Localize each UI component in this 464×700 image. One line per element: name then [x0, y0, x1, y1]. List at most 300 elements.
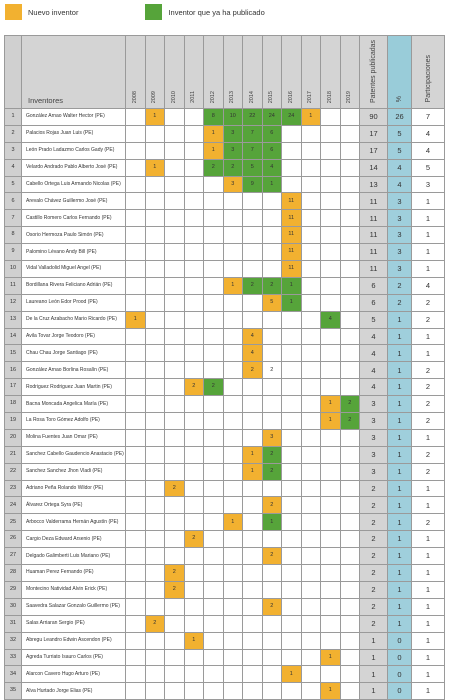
table-row [5, 632, 445, 649]
year-cell [282, 632, 302, 649]
row-number: 27 [5, 548, 22, 565]
row-number: 24 [5, 497, 22, 514]
year-cell [126, 649, 146, 666]
patents-count: 3 [360, 429, 388, 446]
table-row [5, 446, 445, 463]
year-cell [301, 261, 321, 278]
year-cell [204, 294, 224, 311]
year-cell [223, 379, 243, 396]
patents-count: 3 [360, 463, 388, 480]
year-cell: 2 [145, 615, 165, 632]
year-cell [321, 345, 341, 362]
percent-value: 1 [388, 328, 412, 345]
year-cell [243, 598, 263, 615]
year-cell [262, 210, 282, 227]
year-cell [165, 514, 185, 531]
participations-count: 1 [412, 244, 445, 261]
patents-count: 2 [360, 548, 388, 565]
year-cell [301, 497, 321, 514]
year-cell [145, 413, 165, 430]
year-cell [204, 362, 224, 379]
year-cell [340, 446, 360, 463]
year-cell [223, 429, 243, 446]
year-cell: 2 [262, 446, 282, 463]
participations-count: 2 [412, 396, 445, 413]
year-cell [340, 125, 360, 142]
year-cell [340, 565, 360, 582]
year-cell [145, 176, 165, 193]
participations-count: 1 [412, 531, 445, 548]
year-cell: 1 [321, 683, 341, 700]
percent-value: 1 [388, 514, 412, 531]
year-cell: 1 [223, 514, 243, 531]
year-cell [165, 261, 185, 278]
year-cell [301, 176, 321, 193]
inventor-name: Castillo Romero Carlos Fernando (PE) [22, 210, 126, 227]
participations-count: 2 [412, 362, 445, 379]
year-cell [340, 311, 360, 328]
table-row [5, 210, 445, 227]
year-cell [301, 666, 321, 683]
year-cell [223, 210, 243, 227]
percent-value: 3 [388, 193, 412, 210]
year-cell [301, 548, 321, 565]
year-cell: 2 [262, 362, 282, 379]
year-cell [243, 261, 263, 278]
year-cell [204, 480, 224, 497]
year-header [145, 36, 165, 109]
year-cell [321, 497, 341, 514]
year-cell [145, 497, 165, 514]
year-cell [165, 649, 185, 666]
legend-yellow-label: Nuevo inventor [28, 7, 79, 17]
year-cell [165, 125, 185, 142]
year-label: 2012 [209, 90, 216, 103]
year-cell [126, 480, 146, 497]
participations-count: 1 [412, 683, 445, 700]
year-cell [282, 463, 302, 480]
row-number: 17 [5, 379, 22, 396]
year-cell [243, 244, 263, 261]
inventor-name: Alarcon Cavero Hugo Arturo (PE) [22, 666, 126, 683]
percent-value: 1 [388, 396, 412, 413]
year-cell [340, 514, 360, 531]
year-cell [184, 615, 204, 632]
participations-count: 5 [412, 159, 445, 176]
year-cell [184, 193, 204, 210]
year-cell [184, 244, 204, 261]
year-label: 2017 [307, 90, 313, 103]
year-cell [243, 565, 263, 582]
year-cell [301, 514, 321, 531]
year-cell [243, 193, 263, 210]
table-row [5, 497, 445, 514]
year-cell [165, 429, 185, 446]
year-cell [282, 497, 302, 514]
year-header [184, 36, 204, 109]
year-cell [282, 362, 302, 379]
year-cell [321, 294, 341, 311]
row-number: 14 [5, 328, 22, 345]
year-cell [262, 193, 282, 210]
year-cell [340, 666, 360, 683]
year-cell [340, 176, 360, 193]
table-row [5, 548, 445, 565]
year-cell: 1 [321, 649, 341, 666]
row-number: 25 [5, 514, 22, 531]
year-cell [165, 497, 185, 514]
year-cell [301, 429, 321, 446]
year-cell [145, 581, 165, 598]
year-cell [301, 294, 321, 311]
inventor-name: Chau Chau Jorge Santiago (PE) [22, 345, 126, 362]
year-cell [321, 109, 341, 126]
year-cell [184, 497, 204, 514]
table-row [5, 666, 445, 683]
year-cell: 2 [262, 548, 282, 565]
year-cell: 3 [223, 142, 243, 159]
table-row [5, 565, 445, 582]
year-cell [223, 497, 243, 514]
year-cell [262, 683, 282, 700]
inventors-header: Inventores [22, 36, 126, 109]
year-cell [165, 531, 185, 548]
year-cell [204, 683, 224, 700]
year-label: 2018 [326, 90, 333, 103]
year-cell [301, 632, 321, 649]
year-cell [262, 413, 282, 430]
year-cell [282, 615, 302, 632]
year-cell: 2 [165, 480, 185, 497]
index-header [5, 36, 22, 109]
year-cell [223, 345, 243, 362]
participations-count: 1 [412, 210, 445, 227]
year-cell [204, 311, 224, 328]
year-cell [184, 345, 204, 362]
year-cell [165, 142, 185, 159]
table-row [5, 396, 445, 413]
year-cell [282, 598, 302, 615]
year-cell [262, 666, 282, 683]
year-cell [262, 531, 282, 548]
year-cell [282, 142, 302, 159]
year-cell: 2 [204, 159, 224, 176]
year-cell [243, 210, 263, 227]
inventor-name: Bordillana Rivera Feliciano Adrián (PE) [22, 277, 126, 294]
table-row [5, 429, 445, 446]
row-number: 3 [5, 142, 22, 159]
table-row [5, 244, 445, 261]
year-cell [145, 193, 165, 210]
year-cell [262, 345, 282, 362]
year-cell [165, 396, 185, 413]
participations-header-label: Participaciones [424, 55, 432, 103]
year-cell [301, 244, 321, 261]
year-cell [126, 497, 146, 514]
year-cell [165, 294, 185, 311]
year-cell [165, 446, 185, 463]
participations-count: 1 [412, 345, 445, 362]
year-cell [184, 277, 204, 294]
participations-count: 1 [412, 480, 445, 497]
participations-count: 2 [412, 311, 445, 328]
year-cell [243, 396, 263, 413]
year-cell [126, 413, 146, 430]
patents-count: 6 [360, 277, 388, 294]
participations-count: 7 [412, 109, 445, 126]
table-row [5, 514, 445, 531]
percent-value: 1 [388, 379, 412, 396]
year-header [340, 36, 360, 109]
year-cell [184, 480, 204, 497]
year-cell [223, 480, 243, 497]
inventor-name: Vidal Valladolid Miguel Angel (PE) [22, 261, 126, 278]
year-cell [262, 244, 282, 261]
year-cell [126, 379, 146, 396]
patents-count: 2 [360, 565, 388, 582]
year-cell [165, 379, 185, 396]
patents-count: 3 [360, 413, 388, 430]
year-cell [145, 142, 165, 159]
table-row [5, 345, 445, 362]
row-number: 20 [5, 429, 22, 446]
year-cell: 4 [321, 311, 341, 328]
year-cell [340, 294, 360, 311]
year-cell [184, 413, 204, 430]
year-cell [223, 261, 243, 278]
year-cell [204, 598, 224, 615]
year-cell [126, 463, 146, 480]
table-row [5, 531, 445, 548]
year-cell [282, 379, 302, 396]
row-number: 32 [5, 632, 22, 649]
inventor-name: Alva Hurtado Jorge Elias (PE) [22, 683, 126, 700]
year-cell: 1 [321, 396, 341, 413]
year-cell: 2 [262, 598, 282, 615]
patents-count: 11 [360, 227, 388, 244]
year-cell [262, 227, 282, 244]
year-cell [282, 328, 302, 345]
year-cell [184, 294, 204, 311]
year-cell [223, 328, 243, 345]
patents-count: 11 [360, 261, 388, 278]
year-cell [165, 328, 185, 345]
year-cell [204, 413, 224, 430]
row-number: 18 [5, 396, 22, 413]
year-cell: 1 [145, 159, 165, 176]
row-number: 33 [5, 649, 22, 666]
year-cell [321, 210, 341, 227]
percent-value: 5 [388, 142, 412, 159]
percent-value: 2 [388, 294, 412, 311]
year-cell [204, 328, 224, 345]
percent-value: 1 [388, 497, 412, 514]
year-cell: 2 [340, 413, 360, 430]
year-cell: 1 [301, 109, 321, 126]
year-cell [340, 429, 360, 446]
year-cell [282, 429, 302, 446]
year-cell [204, 463, 224, 480]
row-number: 13 [5, 311, 22, 328]
year-cell: 2 [243, 362, 263, 379]
year-cell: 2 [243, 277, 263, 294]
year-cell [126, 632, 146, 649]
year-cell [301, 277, 321, 294]
year-cell: 3 [223, 176, 243, 193]
year-cell [243, 429, 263, 446]
year-cell [145, 649, 165, 666]
patents-count: 1 [360, 666, 388, 683]
year-label: 2015 [268, 90, 274, 103]
participations-count: 2 [412, 294, 445, 311]
year-label: 2010 [170, 90, 177, 103]
year-cell [165, 109, 185, 126]
year-cell [262, 311, 282, 328]
year-cell [321, 227, 341, 244]
year-cell: 9 [243, 176, 263, 193]
participations-count: 2 [412, 446, 445, 463]
participations-count: 2 [412, 514, 445, 531]
year-cell [223, 311, 243, 328]
percent-value: 1 [388, 429, 412, 446]
row-number: 23 [5, 480, 22, 497]
year-cell [321, 446, 341, 463]
table-row [5, 176, 445, 193]
year-cell [204, 210, 224, 227]
table-row [5, 379, 445, 396]
year-cell: 2 [340, 396, 360, 413]
year-cell [301, 311, 321, 328]
inventor-name: Abregu Leandro Edwin Ascendon (PE) [22, 632, 126, 649]
year-cell [145, 683, 165, 700]
year-label: 2008 [131, 90, 138, 103]
patents-count: 2 [360, 480, 388, 497]
year-cell: 1 [282, 277, 302, 294]
row-number: 30 [5, 598, 22, 615]
year-header [243, 36, 263, 109]
year-cell [165, 413, 185, 430]
participations-count: 4 [412, 277, 445, 294]
patents-count: 2 [360, 615, 388, 632]
year-cell [165, 548, 185, 565]
percent-value: 1 [388, 615, 412, 632]
percent-value: 1 [388, 531, 412, 548]
year-cell [223, 244, 243, 261]
year-header [262, 36, 282, 109]
year-cell [282, 531, 302, 548]
patents-count: 11 [360, 193, 388, 210]
year-cell [126, 531, 146, 548]
year-cell [321, 666, 341, 683]
year-cell [282, 311, 302, 328]
year-cell [126, 109, 146, 126]
inventors-table [4, 35, 445, 700]
year-cell: 8 [204, 109, 224, 126]
year-cell [126, 244, 146, 261]
year-cell [301, 345, 321, 362]
year-cell: 7 [243, 125, 263, 142]
year-cell [165, 176, 185, 193]
inventor-name: Avila Tovar Jorge Teodoro (PE) [22, 328, 126, 345]
year-cell [282, 514, 302, 531]
year-cell [184, 311, 204, 328]
year-cell: 5 [243, 159, 263, 176]
year-cell [262, 649, 282, 666]
year-cell: 11 [282, 193, 302, 210]
year-cell: 1 [262, 514, 282, 531]
row-number: 26 [5, 531, 22, 548]
row-number: 5 [5, 176, 22, 193]
year-cell [184, 142, 204, 159]
legend-green-swatch [145, 4, 162, 20]
year-cell [301, 413, 321, 430]
year-cell [243, 548, 263, 565]
inventor-name: Cargio Deza Edward Arsenio (PE) [22, 531, 126, 548]
year-cell [126, 446, 146, 463]
year-cell [223, 396, 243, 413]
year-cell [243, 649, 263, 666]
patents-count: 90 [360, 109, 388, 126]
year-cell: 1 [184, 632, 204, 649]
year-cell [184, 125, 204, 142]
year-cell [184, 362, 204, 379]
year-cell [223, 615, 243, 632]
year-cell [243, 683, 263, 700]
year-cell [340, 227, 360, 244]
patents-count: 5 [360, 311, 388, 328]
year-cell [126, 581, 146, 598]
year-cell [126, 396, 146, 413]
participations-count: 1 [412, 632, 445, 649]
year-cell: 1 [282, 666, 302, 683]
row-number: 28 [5, 565, 22, 582]
year-cell [340, 581, 360, 598]
participations-count: 4 [412, 125, 445, 142]
year-cell [340, 598, 360, 615]
table-row [5, 109, 445, 126]
year-cell [282, 413, 302, 430]
year-cell [282, 159, 302, 176]
year-header [165, 36, 185, 109]
percent-value: 1 [388, 362, 412, 379]
participations-count: 1 [412, 581, 445, 598]
year-cell [223, 565, 243, 582]
year-cell [165, 463, 185, 480]
year-cell: 2 [223, 159, 243, 176]
year-cell: 11 [282, 227, 302, 244]
inventor-name: Palomino Lévano Andy Bill (PE) [22, 244, 126, 261]
patents-count: 4 [360, 328, 388, 345]
year-cell [165, 598, 185, 615]
table-row [5, 261, 445, 278]
year-cell [126, 210, 146, 227]
table-row [5, 463, 445, 480]
year-cell [204, 531, 224, 548]
percent-value: 0 [388, 666, 412, 683]
year-cell: 2 [165, 581, 185, 598]
year-cell [321, 379, 341, 396]
year-cell [301, 379, 321, 396]
row-number: 21 [5, 446, 22, 463]
year-cell [223, 193, 243, 210]
year-cell [126, 294, 146, 311]
year-cell [282, 548, 302, 565]
year-cell [126, 142, 146, 159]
inventor-name: Cabello Ortega Luis Armando Nicolas (PE) [22, 176, 126, 193]
year-cell: 2 [204, 379, 224, 396]
year-cell [340, 193, 360, 210]
year-cell [301, 480, 321, 497]
